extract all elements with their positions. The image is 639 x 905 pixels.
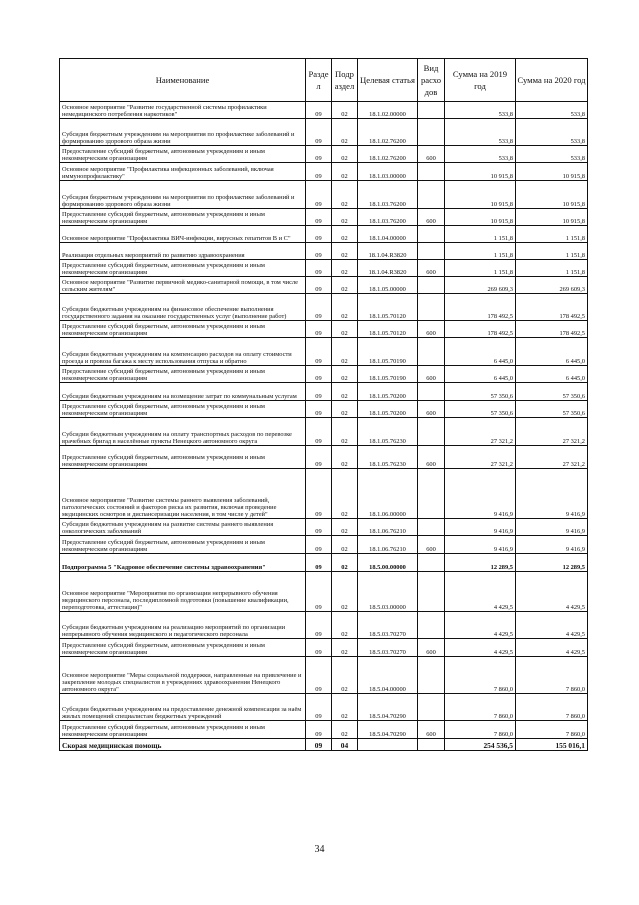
- row-section: 09: [306, 181, 332, 209]
- row-target-article: 18.1.02.00000: [358, 102, 418, 119]
- row-sum-2019: 1 151,8: [445, 243, 516, 260]
- table-row: [60, 146, 588, 163]
- row-name: Субсидии бюджетным учреждениям на финансовое обеспечение выполнения государственного задания на оказание государственных услуг (выполнение работ): [60, 294, 306, 321]
- row-expense-type: 600: [418, 721, 445, 739]
- row-subsection: 02: [332, 226, 358, 243]
- row-section: 09: [306, 418, 332, 446]
- row-expense-type: [418, 694, 445, 721]
- row-section: 09: [306, 469, 332, 519]
- row-name: Предоставление субсидий бюджетным, автономным учреждениям и иным некоммерческим организациям: [60, 260, 306, 277]
- row-target-article: 18.1.05.00000: [358, 277, 418, 294]
- row-section: 09: [306, 243, 332, 260]
- row-target-article: 18.1.05.76230: [358, 418, 418, 446]
- row-sum-2019: 7 860,0: [445, 694, 516, 721]
- row-target-article: 18.1.05.70200: [358, 383, 418, 401]
- row-section: 09: [306, 146, 332, 163]
- row-sum-2020: 27 321,2: [516, 418, 588, 446]
- row-subsection: 02: [332, 119, 358, 146]
- row-name: Скорая медицинская помощь: [60, 739, 306, 751]
- table-row: [60, 572, 588, 612]
- row-subsection: 02: [332, 383, 358, 401]
- row-section: 09: [306, 401, 332, 418]
- row-sum-2020: 57 350,6: [516, 401, 588, 418]
- row-name: Предоставление субсидий бюджетным, автономным учреждениям и иным некоммерческим организациям: [60, 536, 306, 554]
- row-subsection: 02: [332, 102, 358, 119]
- row-section: 09: [306, 446, 332, 469]
- row-expense-type: 600: [418, 260, 445, 277]
- row-sum-2019: 269 609,3: [445, 277, 516, 294]
- table-row: [60, 612, 588, 639]
- row-sum-2019: 7 860,0: [445, 657, 516, 694]
- table-row: [60, 519, 588, 536]
- row-name: Предоставление субсидий бюджетным, автономным учреждениям и иным некоммерческим организациям: [60, 366, 306, 383]
- row-subsection: 02: [332, 694, 358, 721]
- row-target-article: 18.5.04.00000: [358, 657, 418, 694]
- row-sum-2019: 533,8: [445, 146, 516, 163]
- row-sum-2020: 4 429,5: [516, 612, 588, 639]
- row-subsection: 02: [332, 146, 358, 163]
- row-expense-type: 600: [418, 401, 445, 418]
- row-target-article: 18.1.06.76210: [358, 536, 418, 554]
- row-expense-type: 600: [418, 639, 445, 657]
- row-expense-type: [418, 519, 445, 536]
- row-expense-type: [418, 243, 445, 260]
- row-target-article: 18.1.04.00000: [358, 226, 418, 243]
- row-expense-type: [418, 418, 445, 446]
- row-subsection: 02: [332, 554, 358, 572]
- table-header-row: [60, 59, 588, 102]
- row-expense-type: 600: [418, 209, 445, 226]
- row-expense-type: [418, 226, 445, 243]
- row-sum-2019: 178 492,5: [445, 321, 516, 338]
- row-sum-2020: 1 151,8: [516, 226, 588, 243]
- row-target-article: 18.1.05.70120: [358, 294, 418, 321]
- row-subsection: 02: [332, 366, 358, 383]
- table-row: [60, 739, 588, 751]
- row-sum-2020: 9 416,9: [516, 536, 588, 554]
- table-row: [60, 294, 588, 321]
- row-sum-2019: 10 915,8: [445, 209, 516, 226]
- row-target-article: 18.5.03.70270: [358, 639, 418, 657]
- row-sum-2020: 57 350,6: [516, 383, 588, 401]
- row-target-article: 18.1.05.70190: [358, 366, 418, 383]
- table-row: [60, 119, 588, 146]
- row-section: 09: [306, 294, 332, 321]
- page-number: 34: [314, 844, 325, 855]
- row-section: 09: [306, 519, 332, 536]
- row-target-article: 18.1.02.76200: [358, 119, 418, 146]
- row-target-article: 18.1.05.70120: [358, 321, 418, 338]
- row-sum-2020: 7 860,0: [516, 721, 588, 739]
- row-subsection: 02: [332, 277, 358, 294]
- table-row: [60, 536, 588, 554]
- row-expense-type: [418, 612, 445, 639]
- row-subsection: 02: [332, 338, 358, 366]
- row-section: 09: [306, 536, 332, 554]
- row-subsection: 02: [332, 294, 358, 321]
- row-name: Предоставление субсидий бюджетным, автономным учреждениям и иным некоммерческим организациям: [60, 146, 306, 163]
- row-section: 09: [306, 226, 332, 243]
- row-sum-2019: 10 915,8: [445, 163, 516, 181]
- row-target-article: 18.1.05.70190: [358, 338, 418, 366]
- row-sum-2019: 7 860,0: [445, 721, 516, 739]
- row-expense-type: [418, 572, 445, 612]
- row-target-article: 18.5.03.00000: [358, 572, 418, 612]
- row-target-article: 18.1.03.00000: [358, 163, 418, 181]
- row-sum-2020: 533,8: [516, 119, 588, 146]
- row-sum-2019: 27 321,2: [445, 446, 516, 469]
- row-name: Субсидия бюджетным учреждениям на мероприятия по профилактике заболеваний и формированию здорового образа жизни: [60, 181, 306, 209]
- row-section: 09: [306, 721, 332, 739]
- row-section: 09: [306, 572, 332, 612]
- row-sum-2019: 533,8: [445, 102, 516, 119]
- row-subsection: 02: [332, 519, 358, 536]
- header-name: Наименование: [60, 59, 306, 102]
- row-target-article: 18.5.04.70290: [358, 694, 418, 721]
- row-expense-type: 600: [418, 321, 445, 338]
- table-row: [60, 446, 588, 469]
- row-target-article: 18.1.02.76200: [358, 146, 418, 163]
- row-name: Подпрограмма 5 "Кадровое обеспечение системы здравоохранения": [60, 554, 306, 572]
- row-subsection: 02: [332, 321, 358, 338]
- row-sum-2020: 27 321,2: [516, 446, 588, 469]
- row-sum-2019: 27 321,2: [445, 418, 516, 446]
- table-row: [60, 639, 588, 657]
- row-name: Предоставление субсидий бюджетным, автономным учреждениям и иным некоммерческим организациям: [60, 446, 306, 469]
- row-name: Предоставление субсидий бюджетным, автономным учреждениям и иным некоммерческим организациям: [60, 401, 306, 418]
- budget-table: [59, 58, 588, 751]
- table-row: [60, 102, 588, 119]
- row-subsection: 02: [332, 657, 358, 694]
- table-row: [60, 418, 588, 446]
- row-target-article: 18.1.05.70200: [358, 401, 418, 418]
- row-sum-2020: 533,8: [516, 102, 588, 119]
- row-sum-2020: 178 492,5: [516, 321, 588, 338]
- row-sum-2020: 12 289,5: [516, 554, 588, 572]
- row-target-article: 18.1.06.00000: [358, 469, 418, 519]
- row-target-article: 18.1.03.76200: [358, 209, 418, 226]
- row-section: 09: [306, 321, 332, 338]
- row-target-article: 18.1.04.R3820: [358, 243, 418, 260]
- row-subsection: 02: [332, 163, 358, 181]
- row-name: Основное мероприятие "Развитие системы раннего выявления заболеваний, патологических состояний и факторов риска их развития, включая проведение медицинских осмотров и диспансеризации населения, в том числе у детей": [60, 469, 306, 519]
- row-sum-2019: 4 429,5: [445, 612, 516, 639]
- row-subsection: 02: [332, 181, 358, 209]
- row-expense-type: [418, 554, 445, 572]
- header-section: Разде л: [306, 59, 332, 102]
- row-expense-type: [418, 277, 445, 294]
- row-sum-2020: 10 915,8: [516, 181, 588, 209]
- row-sum-2020: 10 915,8: [516, 163, 588, 181]
- row-name: Основное мероприятие "Развитие государственной системы профилактики немедицинского потребления наркотиков": [60, 102, 306, 119]
- row-section: 09: [306, 383, 332, 401]
- row-target-article: 18.5.00.00000: [358, 554, 418, 572]
- row-sum-2019: 533,8: [445, 119, 516, 146]
- row-expense-type: [418, 163, 445, 181]
- row-sum-2020: 9 416,9: [516, 469, 588, 519]
- row-subsection: 02: [332, 612, 358, 639]
- row-name: Субсидии бюджетным учреждениям на реализацию мероприятий по организации непрерывного обучения медицинского и педагогического персонала: [60, 612, 306, 639]
- row-sum-2019: 178 492,5: [445, 294, 516, 321]
- row-name: Предоставление субсидий бюджетным, автономным учреждениям и иным некоммерческим организациям: [60, 209, 306, 226]
- row-name: Субсидия бюджетным учреждениям на мероприятия по профилактике заболеваний и формированию здорового образа жизни: [60, 119, 306, 146]
- header-expense-type: Вид расхо дов: [418, 59, 445, 102]
- table-row: [60, 469, 588, 519]
- row-sum-2019: 6 445,0: [445, 366, 516, 383]
- table-row: [60, 277, 588, 294]
- row-sum-2019: 12 289,5: [445, 554, 516, 572]
- row-name: Субсидии бюджетным учреждениям на развитие системы раннего выявления онкологических заболеваний: [60, 519, 306, 536]
- row-name: Предоставление субсидий бюджетным, автономным учреждениям и иным некоммерческим организациям: [60, 721, 306, 739]
- table-row: [60, 338, 588, 366]
- row-expense-type: [418, 657, 445, 694]
- row-expense-type: [418, 119, 445, 146]
- header-sum-2019: Сумма на 2019 год: [445, 59, 516, 102]
- row-expense-type: 600: [418, 536, 445, 554]
- row-subsection: 02: [332, 639, 358, 657]
- table-row: [60, 243, 588, 260]
- row-sum-2019: 57 350,6: [445, 383, 516, 401]
- row-section: 09: [306, 366, 332, 383]
- row-section: 09: [306, 739, 332, 751]
- row-sum-2019: 1 151,8: [445, 226, 516, 243]
- row-subsection: 02: [332, 469, 358, 519]
- row-sum-2019: 1 151,8: [445, 260, 516, 277]
- row-name: Субсидии бюджетным учреждениям на компенсацию расходов на оплату стоимости проезда и провоза багажа к месту использования отпуска и обратно: [60, 338, 306, 366]
- row-section: 09: [306, 554, 332, 572]
- row-section: 09: [306, 612, 332, 639]
- row-sum-2019: 254 536,5: [445, 739, 516, 751]
- table-row: [60, 260, 588, 277]
- row-target-article: 18.1.06.76210: [358, 519, 418, 536]
- table-row: [60, 554, 588, 572]
- row-expense-type: 600: [418, 446, 445, 469]
- row-name: Основное мероприятие "Профилактика ВИЧ-инфекции, вирусных гепатитов В и С": [60, 226, 306, 243]
- row-name: Основное мероприятие "Мероприятия по организации непрерывного обучения медицинского персонала, последипломной подготовки (повышение квалификации, переподготовка, аттестация)": [60, 572, 306, 612]
- row-sum-2019: 9 416,9: [445, 536, 516, 554]
- table-row: [60, 181, 588, 209]
- table-row: [60, 694, 588, 721]
- table-row: [60, 321, 588, 338]
- table-row: [60, 721, 588, 739]
- row-section: 09: [306, 209, 332, 226]
- row-name: Субсидии бюджетным учреждениям на оплату транспортных расходов по перевозке врачебных бригад в населённые пункты Ненецкого автономного округа: [60, 418, 306, 446]
- header-subsection: Подр аздел: [332, 59, 358, 102]
- row-sum-2019: 4 429,5: [445, 639, 516, 657]
- row-sum-2020: 6 445,0: [516, 338, 588, 366]
- row-section: 09: [306, 639, 332, 657]
- row-target-article: 18.5.04.70290: [358, 721, 418, 739]
- row-target-article: 18.5.03.70270: [358, 612, 418, 639]
- row-name: Предоставление субсидий бюджетным, автономным учреждениям и иным некоммерческим организациям: [60, 639, 306, 657]
- row-expense-type: [418, 383, 445, 401]
- row-expense-type: [418, 739, 445, 751]
- row-expense-type: [418, 469, 445, 519]
- row-name: Реализация отдельных мероприятий по развитию здравоохранения: [60, 243, 306, 260]
- row-sum-2019: 9 416,9: [445, 469, 516, 519]
- row-expense-type: [418, 338, 445, 366]
- table-row: [60, 209, 588, 226]
- row-sum-2020: 1 151,8: [516, 260, 588, 277]
- row-target-article: 18.1.03.76200: [358, 181, 418, 209]
- row-sum-2020: 269 609,3: [516, 277, 588, 294]
- row-sum-2020: 7 860,0: [516, 657, 588, 694]
- row-section: 09: [306, 163, 332, 181]
- row-expense-type: 600: [418, 366, 445, 383]
- table-row: [60, 226, 588, 243]
- table-row: [60, 401, 588, 418]
- row-name: Субсидии бюджетным учреждениям на предоставление денежной компенсации за наём жилых помещений специалистам бюджетных учреждений: [60, 694, 306, 721]
- row-sum-2020: 4 429,5: [516, 572, 588, 612]
- row-expense-type: [418, 181, 445, 209]
- row-expense-type: [418, 294, 445, 321]
- row-section: 09: [306, 657, 332, 694]
- row-subsection: 02: [332, 209, 358, 226]
- row-name: Субсидии бюджетным учреждениям на возмещение затрат по коммунальным услугам: [60, 383, 306, 401]
- row-sum-2019: 4 429,5: [445, 572, 516, 612]
- row-sum-2019: 10 915,8: [445, 181, 516, 209]
- row-subsection: 02: [332, 536, 358, 554]
- row-target-article: 18.1.04.R3820: [358, 260, 418, 277]
- row-sum-2019: 57 350,6: [445, 401, 516, 418]
- row-section: 09: [306, 119, 332, 146]
- row-sum-2020: 1 151,8: [516, 243, 588, 260]
- row-subsection: 02: [332, 401, 358, 418]
- row-subsection: 02: [332, 243, 358, 260]
- table-row: [60, 366, 588, 383]
- row-subsection: 02: [332, 721, 358, 739]
- row-section: 09: [306, 694, 332, 721]
- row-subsection: 02: [332, 446, 358, 469]
- row-subsection: 02: [332, 260, 358, 277]
- row-name: Основное мероприятие "Профилактика инфекционных заболеваний, включая иммунопрофилактику": [60, 163, 306, 181]
- row-sum-2020: 4 429,5: [516, 639, 588, 657]
- row-sum-2020: 9 416,9: [516, 519, 588, 536]
- row-expense-type: 600: [418, 146, 445, 163]
- row-name: Основное мероприятие "Развитие первичной медико-санитарной помощи, в том числе сельским жителям": [60, 277, 306, 294]
- row-expense-type: [418, 102, 445, 119]
- row-sum-2019: 6 445,0: [445, 338, 516, 366]
- row-sum-2020: 178 492,5: [516, 294, 588, 321]
- row-sum-2020: 7 860,0: [516, 694, 588, 721]
- row-sum-2020: 533,8: [516, 146, 588, 163]
- row-subsection: 04: [332, 739, 358, 751]
- row-sum-2020: 10 915,8: [516, 209, 588, 226]
- row-target-article: [358, 739, 418, 751]
- row-subsection: 02: [332, 418, 358, 446]
- row-target-article: 18.1.05.76230: [358, 446, 418, 469]
- row-sum-2020: 155 016,1: [516, 739, 588, 751]
- table-row: [60, 383, 588, 401]
- table-row: [60, 657, 588, 694]
- row-section: 09: [306, 102, 332, 119]
- row-subsection: 02: [332, 572, 358, 612]
- row-sum-2020: 6 445,0: [516, 366, 588, 383]
- row-section: 09: [306, 260, 332, 277]
- table-row: [60, 163, 588, 181]
- row-section: 09: [306, 338, 332, 366]
- row-section: 09: [306, 277, 332, 294]
- row-sum-2019: 9 416,9: [445, 519, 516, 536]
- header-target-article: Целевая статья: [358, 59, 418, 102]
- row-name: Предоставление субсидий бюджетным, автономным учреждениям и иным некоммерческим организациям: [60, 321, 306, 338]
- row-name: Основное мероприятие "Меры социальной поддержки, направленные на привлечение и закрепление молодых специалистов в учреждениях здравоохранения Ненецкого автономного округа": [60, 657, 306, 694]
- header-sum-2020: Сумма на 2020 год: [516, 59, 588, 102]
